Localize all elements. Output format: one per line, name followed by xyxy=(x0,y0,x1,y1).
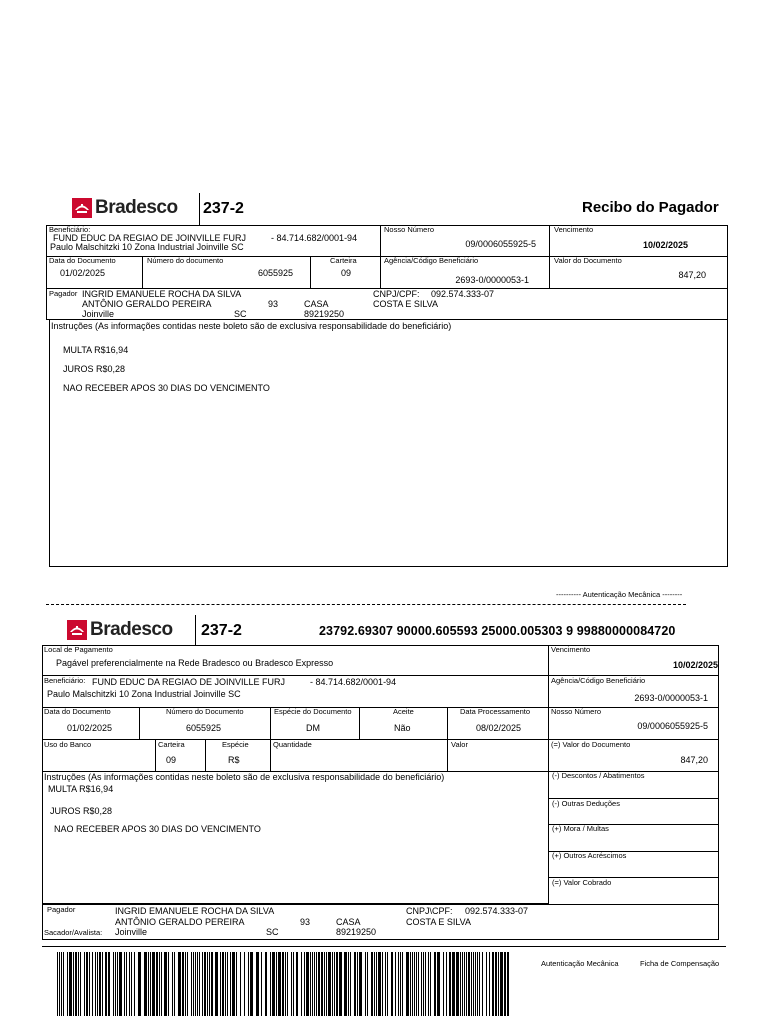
field-value: COSTA E SILVA xyxy=(406,917,472,927)
barcode-bar xyxy=(400,952,401,1016)
divider xyxy=(359,707,360,740)
field-label: Aceite xyxy=(393,707,414,716)
barcode-bar xyxy=(462,952,463,1016)
barcode-bar xyxy=(102,952,103,1016)
barcode-bar xyxy=(446,952,447,1016)
barcode-bar xyxy=(382,952,383,1016)
barcode-bar xyxy=(108,952,110,1016)
barcode-bar xyxy=(89,952,90,1016)
barcode-bar xyxy=(296,952,298,1016)
barcode-bar xyxy=(332,952,333,1016)
barcode-bar xyxy=(193,952,194,1016)
field-label: Carteira xyxy=(158,740,185,749)
barcode-bar xyxy=(150,952,151,1016)
field-label: Espécie xyxy=(222,740,249,749)
bradesco-logo-icon xyxy=(67,620,87,640)
barcode-bar xyxy=(138,952,141,1016)
field-label: (=) Valor do Documento xyxy=(551,740,631,749)
barcode-bar xyxy=(270,952,271,1016)
barcode-bar xyxy=(304,952,305,1016)
barcode-bar xyxy=(156,952,158,1016)
barcode-bar xyxy=(414,952,415,1016)
barcode-bar xyxy=(124,952,125,1016)
barcode-bar xyxy=(197,952,198,1016)
barcode-bar xyxy=(443,952,444,1016)
barcode-bar xyxy=(406,952,409,1016)
barcode-bar xyxy=(378,952,381,1016)
divider xyxy=(195,615,196,646)
divider xyxy=(270,707,271,740)
barcode-bar xyxy=(475,952,476,1016)
barcode-bar xyxy=(172,952,173,1016)
recibo-instrucao-2: JUROS R$0,28 xyxy=(63,364,126,374)
barcode-bar xyxy=(131,952,132,1016)
barcode-bar xyxy=(152,952,155,1016)
barcode-bar xyxy=(293,952,294,1016)
barcode-bar xyxy=(495,952,497,1016)
barcode-bar xyxy=(365,952,366,1016)
barcode-bar xyxy=(350,952,351,1016)
barcode-bar xyxy=(59,952,60,1016)
barcode-bar xyxy=(272,952,275,1016)
field-value: 93 xyxy=(300,917,311,927)
barcode-bar xyxy=(348,952,349,1016)
autenticacao-mecanica: Autenticação Mecânica xyxy=(541,959,619,968)
ficha-pagador-nome: INGRID EMANUELE ROCHA DA SILVA xyxy=(115,906,275,916)
recibo-beneficiario-nome: FUND EDUC DA REGIAO DE JOINVILLE FURJ xyxy=(53,233,247,243)
field-label: Nosso Número xyxy=(551,707,602,716)
barcode-bar xyxy=(412,952,413,1016)
ficha-instrucoes-box xyxy=(42,771,549,904)
field-label: (-) Descontos / Abatimentos xyxy=(552,771,645,780)
recibo-numero-documento: 6055925 xyxy=(257,268,293,278)
bradesco-logo: Bradesco xyxy=(72,197,178,219)
bank-code: 237-2 xyxy=(203,200,244,217)
field-label: Nosso Número xyxy=(384,225,435,234)
divider xyxy=(548,707,549,740)
barcode-bar xyxy=(359,952,362,1016)
field-label: Espécie do Documento xyxy=(274,707,352,716)
ficha-pagador-cpf: 092.574.333-07 xyxy=(465,906,529,916)
cut-line xyxy=(46,604,686,605)
barcode-bar xyxy=(452,952,455,1016)
barcode-bar xyxy=(477,952,478,1016)
barcode-bar xyxy=(115,952,116,1016)
barcode-bar xyxy=(306,952,309,1016)
barcode-bar xyxy=(287,952,288,1016)
field-label: Número do documento xyxy=(147,256,224,265)
barcode-bar xyxy=(75,952,77,1016)
barcode-bar xyxy=(232,952,235,1016)
recibo-pagador-rua: ANTÔNIO GERALDO PEREIRA xyxy=(82,299,212,309)
ficha-data-documento: 01/02/2025 xyxy=(67,723,113,733)
barcode-bar xyxy=(134,952,135,1016)
divider xyxy=(549,256,550,289)
barcode-bar xyxy=(437,952,440,1016)
barcode-bar xyxy=(240,952,241,1016)
divider xyxy=(270,739,271,772)
barcode-bar xyxy=(250,952,253,1016)
barcode-bar xyxy=(80,952,81,1016)
barcode-bar xyxy=(282,952,284,1016)
divider xyxy=(155,739,156,772)
recibo-beneficiario-cnpj: - 84.714.682/0001-94 xyxy=(271,233,358,243)
divider xyxy=(139,707,140,740)
ficha-compensacao-label: Ficha de Compensação xyxy=(640,959,720,968)
barcode-bar xyxy=(504,952,506,1016)
ficha-vencimento: 10/02/2025 xyxy=(672,660,718,670)
ficha-beneficiario-nome: FUND EDUC DA REGIAO DE JOINVILLE FURJ xyxy=(92,677,286,687)
barcode-bar xyxy=(129,952,130,1016)
barcode-bar xyxy=(428,952,429,1016)
barcode-bar xyxy=(376,952,377,1016)
barcode-bar xyxy=(211,952,213,1016)
field-label: Valor do Documento xyxy=(554,256,622,265)
recibo-nosso-numero: 09/0006055925-5 xyxy=(465,239,536,249)
field-label: Beneficiário: xyxy=(44,676,86,685)
field-label: Data do Documento xyxy=(44,707,111,716)
barcode-bar xyxy=(434,952,436,1016)
field-value: SC xyxy=(234,309,247,319)
field-label: Agência/Código Beneficiário xyxy=(551,676,646,685)
field-value: 89219250 xyxy=(336,927,377,937)
field-label: Vencimento xyxy=(551,645,591,654)
barcode-bar xyxy=(256,952,259,1016)
barcode-bar xyxy=(207,952,208,1016)
bradesco-logo-icon xyxy=(72,198,92,218)
barcode-bar xyxy=(339,952,342,1016)
field-label: Agência/Código Beneficiário xyxy=(384,256,479,265)
barcode-bar xyxy=(486,952,487,1016)
barcode-bar xyxy=(479,952,480,1016)
barcode-bar xyxy=(99,952,101,1016)
barcode-bar xyxy=(215,952,218,1016)
barcode-bar xyxy=(97,952,98,1016)
ficha-valor-documento: 847,20 xyxy=(680,755,708,765)
divider xyxy=(447,707,448,740)
barcode-bar xyxy=(425,952,426,1016)
barcode-bar xyxy=(63,952,64,1016)
ficha-beneficiario-endereco: Paulo Malschitzki 10 Zona Industrial Joinville SC xyxy=(47,689,241,699)
barcode-bar xyxy=(182,952,184,1016)
recibo-title: Recibo do Pagador xyxy=(582,199,719,216)
barcode-bar xyxy=(395,952,396,1016)
field-value: CNPJ/CPF: xyxy=(373,289,420,299)
barcode-bar xyxy=(113,952,114,1016)
barcode-bar xyxy=(324,952,325,1016)
barcode-bar xyxy=(67,952,68,1016)
barcode-bar xyxy=(328,952,331,1016)
barcode-bar xyxy=(423,952,424,1016)
barcode-bar xyxy=(354,952,356,1016)
barcode-bar xyxy=(391,952,393,1016)
recibo-carteira: 09 xyxy=(341,268,352,278)
barcode-bar xyxy=(312,952,313,1016)
barcode-bar xyxy=(105,952,107,1016)
barcode-bar xyxy=(159,952,160,1016)
barcode-bar xyxy=(230,952,231,1016)
divider xyxy=(205,739,206,772)
barcode-bar xyxy=(191,952,192,1016)
field-label: Data do Documento xyxy=(49,256,116,265)
barcode-bar xyxy=(285,952,286,1016)
ficha-instrucao-3: NAO RECEBER APOS 30 DIAS DO VENCIMENTO xyxy=(54,824,261,834)
field-label: Sacador/Avalista: xyxy=(44,928,103,937)
recibo-agencia: 2693-0/0000053-1 xyxy=(455,275,529,285)
recibo-vencimento: 10/02/2025 xyxy=(642,240,688,250)
barcode-bar xyxy=(202,952,203,1016)
divider xyxy=(548,645,549,676)
divider xyxy=(42,946,726,947)
barcode-bar xyxy=(398,952,399,1016)
divider xyxy=(199,193,200,225)
barcode-bar xyxy=(265,952,267,1016)
barcode-bar xyxy=(314,952,315,1016)
barcode-bar xyxy=(199,952,200,1016)
field-value: R$ xyxy=(228,755,240,765)
ficha-agencia: 2693-0/0000053-1 xyxy=(634,693,708,703)
barcode-bar xyxy=(460,952,461,1016)
barcode-bar xyxy=(374,952,375,1016)
barcode-bar xyxy=(95,952,96,1016)
field-label: (-) Outras Deduções xyxy=(552,799,620,808)
barcode-bar xyxy=(185,952,186,1016)
field-label: Valor xyxy=(451,740,468,749)
field-label: Pagador xyxy=(49,289,78,298)
barcode-bar xyxy=(227,952,228,1016)
barcode-bar xyxy=(84,952,85,1016)
barcode-bar xyxy=(357,952,358,1016)
field-value: ANTÔNIO GERALDO PEREIRA xyxy=(115,917,245,927)
barcode-bar xyxy=(222,952,224,1016)
barcode-bar xyxy=(117,952,118,1016)
field-value: Joinville xyxy=(115,927,148,937)
barcode-bar xyxy=(178,952,181,1016)
field-label: Uso do Banco xyxy=(44,740,92,749)
barcode-bar xyxy=(344,952,347,1016)
recibo-pagador-cpf: 092.574.333-07 xyxy=(431,289,495,299)
field-value: DM xyxy=(306,723,320,733)
barcode-bar xyxy=(119,952,122,1016)
barcode-bar xyxy=(278,952,281,1016)
ficha-nosso-numero: 09/0006055925-5 xyxy=(637,721,708,731)
barcode-bar xyxy=(321,952,323,1016)
field-label: Carteira xyxy=(330,256,357,265)
barcode-bar xyxy=(161,952,162,1016)
ficha-row-3 xyxy=(42,707,719,740)
ficha-local-pagamento: Pagável preferencialmente na Rede Bradesco ou Bradesco Expresso xyxy=(56,658,334,668)
barcode-bar xyxy=(248,952,249,1016)
ficha-instrucao-2: JUROS R$0,28 xyxy=(50,806,113,816)
barcode-bar xyxy=(204,952,206,1016)
field-label: Quantidade xyxy=(273,740,312,749)
barcode-bar xyxy=(236,952,237,1016)
barcode-bar xyxy=(498,952,499,1016)
divider xyxy=(380,256,381,289)
barcode-bar xyxy=(261,952,262,1016)
field-value: Instruções (As informações contidas neste boleto são de exclusiva responsabilidade do beneficiário) xyxy=(51,321,452,331)
barcode-bar xyxy=(471,952,472,1016)
recibo-instrucao-3: NAO RECEBER APOS 30 DIAS DO VENCIMENTO xyxy=(63,383,270,393)
field-label: (+) Mora / Multas xyxy=(552,824,609,833)
field-value: Não xyxy=(394,723,411,733)
barcode-bar xyxy=(421,952,422,1016)
barcode-bar xyxy=(244,952,245,1016)
barcode-bar xyxy=(416,952,417,1016)
divider xyxy=(548,739,549,772)
barcode-bar xyxy=(334,952,335,1016)
field-value: 09 xyxy=(166,755,177,765)
barcode-bar xyxy=(78,952,79,1016)
barcode-bar xyxy=(466,952,467,1016)
barcode-bar xyxy=(164,952,167,1016)
barcode-bar xyxy=(418,952,419,1016)
barcode-bar xyxy=(468,952,470,1016)
barcode-bar xyxy=(276,952,277,1016)
field-value: - 84.714.682/0001-94 xyxy=(310,677,397,687)
divider xyxy=(142,256,143,289)
barcode-bar xyxy=(326,952,327,1016)
barcode-bar xyxy=(291,952,292,1016)
field-value: 89219250 xyxy=(304,309,345,319)
field-label: Pagador xyxy=(47,905,76,914)
barcode-bar xyxy=(209,952,210,1016)
field-value: Instruções (As informações contidas neste boleto são de exclusiva responsabilidade do beneficiário) xyxy=(44,772,445,782)
recibo-pagador-nome: INGRID EMANUELE ROCHA DA SILVA xyxy=(82,289,242,299)
field-label: Beneficiário: xyxy=(49,225,91,234)
barcode-bar xyxy=(86,952,88,1016)
divider xyxy=(548,675,549,708)
linha-digitavel: 23792.69307 90000.605593 25000.005303 9 99880000084720 xyxy=(319,624,676,638)
barcode-bar xyxy=(410,952,411,1016)
barcode-bar xyxy=(310,952,311,1016)
barcode-bar xyxy=(387,952,388,1016)
barcode-bar xyxy=(187,952,188,1016)
barcode-bar xyxy=(195,952,196,1016)
barcode-bar xyxy=(507,952,509,1016)
recibo-valor-documento: 847,20 xyxy=(678,270,706,280)
barcode xyxy=(57,952,510,1016)
barcode-bar xyxy=(69,952,72,1016)
barcode-bar xyxy=(220,952,221,1016)
divider xyxy=(380,225,381,257)
barcode-bar xyxy=(318,952,320,1016)
ficha-instrucao-1: MULTA R$16,94 xyxy=(48,784,114,794)
barcode-bar xyxy=(57,952,58,1016)
field-value: SC xyxy=(266,927,279,937)
recibo-instrucoes-box xyxy=(49,319,728,567)
barcode-bar xyxy=(482,952,483,1016)
barcode-bar xyxy=(144,952,147,1016)
field-label: Vencimento xyxy=(554,225,594,234)
barcode-bar xyxy=(73,952,74,1016)
field-value: Joinville xyxy=(82,309,115,319)
field-label: (+) Outros Acréscimos xyxy=(552,851,627,860)
barcode-bar xyxy=(92,952,93,1016)
barcode-bar xyxy=(489,952,490,1016)
field-value: CASA xyxy=(336,917,361,927)
barcode-bar xyxy=(301,952,302,1016)
field-value: CNPJ\CPF: xyxy=(406,906,453,916)
barcode-bar xyxy=(449,952,451,1016)
barcode-bar xyxy=(168,952,169,1016)
divider xyxy=(310,256,311,289)
barcode-bar xyxy=(430,952,431,1016)
bank-code-2: 237-2 xyxy=(201,622,242,639)
barcode-bar xyxy=(148,952,149,1016)
recibo-instrucao-1: MULTA R$16,94 xyxy=(63,345,129,355)
barcode-bar xyxy=(456,952,459,1016)
barcode-bar xyxy=(371,952,373,1016)
barcode-bar xyxy=(336,952,338,1016)
field-value: COSTA E SILVA xyxy=(373,299,439,309)
barcode-bar xyxy=(464,952,465,1016)
barcode-bar xyxy=(316,952,317,1016)
field-label: (=) Valor Cobrado xyxy=(552,878,612,887)
barcode-bar xyxy=(402,952,403,1016)
barcode-bar xyxy=(126,952,127,1016)
barcode-bar xyxy=(174,952,175,1016)
field-label: Data Processamento xyxy=(460,707,531,716)
divider xyxy=(447,739,448,772)
field-value: 93 xyxy=(268,299,279,309)
autenticacao-top: ---------- Autenticação Mecânica -------- xyxy=(556,590,683,599)
barcode-bar xyxy=(367,952,368,1016)
barcode-bar xyxy=(385,952,386,1016)
recibo-beneficiario-endereco: Paulo Malschitzki 10 Zona Industrial Joinville SC xyxy=(50,242,244,252)
field-value: CASA xyxy=(304,299,329,309)
divider xyxy=(549,225,550,257)
barcode-bar xyxy=(61,952,62,1016)
barcode-bar xyxy=(492,952,494,1016)
field-value: 08/02/2025 xyxy=(476,723,522,733)
bradesco-logo-2: Bradesco xyxy=(67,619,173,641)
barcode-bar xyxy=(225,952,226,1016)
barcode-bar xyxy=(500,952,503,1016)
field-label: Número do Documento xyxy=(166,707,244,716)
recibo-data-documento: 01/02/2025 xyxy=(60,268,106,278)
field-label: Local de Pagamento xyxy=(44,645,113,654)
barcode-bar xyxy=(473,952,474,1016)
ficha-numero-documento: 6055925 xyxy=(186,723,222,733)
